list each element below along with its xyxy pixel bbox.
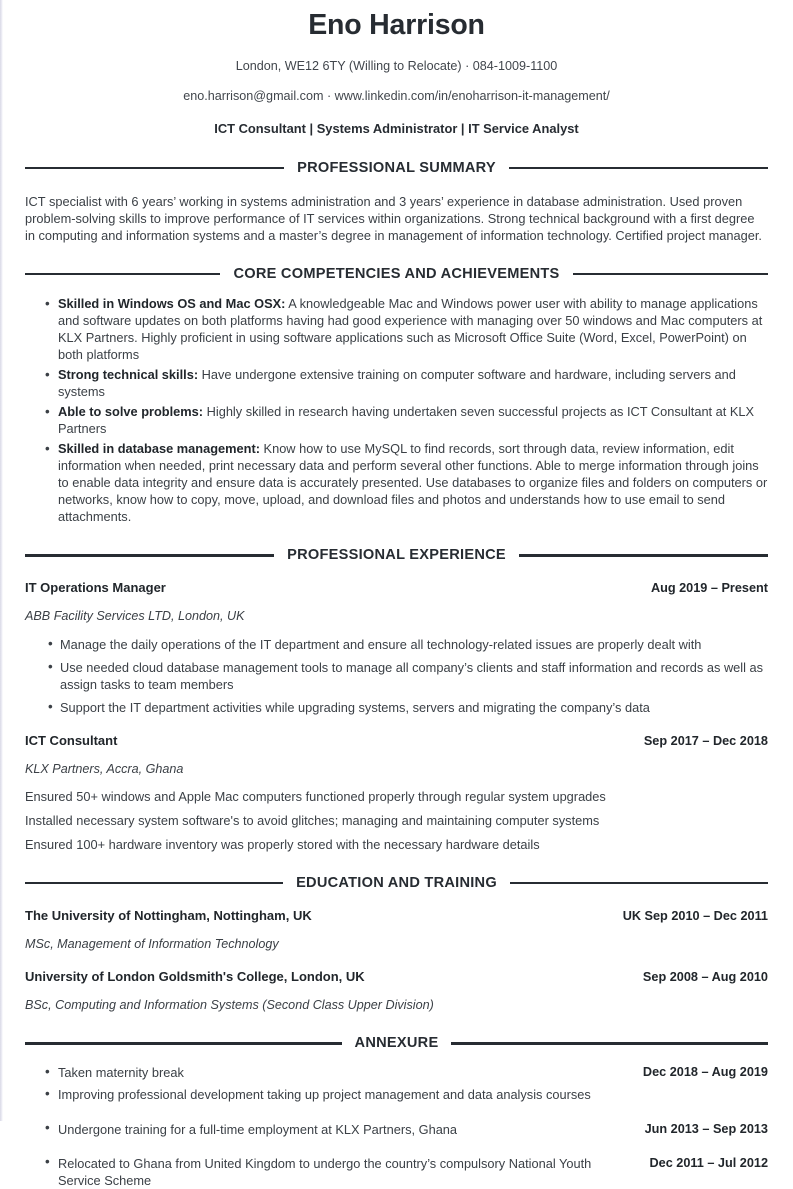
- annexure-dates: Dec 2011 – Jul 2012: [649, 1155, 768, 1170]
- competency-text: A knowledgeable Mac and Windows power user with ability to manage applications and software updates on both platforms having had good experience with managing over 50 windows and Mac computers at KLX Partners. Highly proficient in using software applications such as Microsoft Office Suite (Word, Excel, PowerPoint) on both platforms: [58, 296, 763, 363]
- degree-name: MSc, Management of Information Technology: [25, 936, 279, 951]
- page-title: Eno Harrison: [308, 9, 485, 41]
- job-title: ICT Consultant: [25, 732, 118, 748]
- section-header-annexure: [25, 1035, 768, 1051]
- annexure-text: • Improving professional development taking up project management and data analysis courses: [58, 1087, 591, 1103]
- employer-name: KLX Partners, Accra, Ghana: [25, 761, 184, 776]
- list-item: [45, 1064, 768, 1081]
- section-title: PROFESSIONAL SUMMARY: [297, 160, 496, 177]
- list-item: Ensured 50+ windows and Apple Mac computers functioned properly through regular system upgrades: [25, 788, 606, 804]
- list-item: [45, 295, 768, 363]
- job-responsibilities-list: [25, 636, 768, 716]
- degree-name: BSc, Computing and Information Systems (Second Class Upper Division): [25, 998, 434, 1013]
- section-header-professional-experience: [25, 547, 768, 563]
- list-item: • Manage the daily operations of the IT department and ensure all technology-related issues are properly dealt with: [48, 636, 768, 653]
- list-item: Installed necessary system software's to avoid glitches; managing and maintaining computer systems: [25, 812, 600, 828]
- experience-entry-header: [25, 580, 768, 597]
- education-entry-header: [25, 908, 768, 925]
- experience-entry: [25, 580, 768, 715]
- list-item: [45, 1121, 768, 1138]
- list-item: [45, 366, 768, 400]
- list-item: [45, 1155, 768, 1189]
- rule-left: [25, 882, 283, 885]
- school-name: The University of Nottingham, Nottingham, UK: [25, 907, 312, 923]
- list-item: • Support the IT department activities while upgrading systems, servers and migrating the company’s data: [48, 699, 768, 716]
- competency-text: Highly skilled in research having undertaken seven successful projects as ICT Consultant at KLX Partners: [58, 404, 755, 437]
- rule-right: [573, 273, 768, 276]
- competency-text: Know how to use MySQL to find records, sort through data, review information, edit information when needed, print necessary data and perform several other functions. Able to merge information through joins to enable data integrity and ensure data is accurately presented. Use databases to organize files and folders on computers or networks, know how to copy, move, upload, and download files and photos and understands how to use email to send attachments.: [58, 441, 768, 525]
- section-header-education-and-training: [25, 875, 768, 891]
- annexure-list: [25, 1064, 768, 1188]
- core-competencies-list: [25, 295, 768, 525]
- annexure-dates: Dec 2018 – Aug 2019: [642, 1065, 768, 1080]
- annexure-text: • Taken maternity break: [58, 1065, 184, 1081]
- job-title: IT Operations Manager: [25, 580, 166, 596]
- experience-entry: [25, 733, 768, 853]
- rule-right: [509, 167, 768, 170]
- list-item: Ensured 100+ hardware inventory was properly stored with the necessary hardware details: [25, 836, 540, 852]
- section-title: PROFESSIONAL EXPERIENCE: [287, 547, 506, 564]
- experience-entry-header: [25, 733, 768, 750]
- list-item: [45, 403, 768, 437]
- school-dates: UK Sep 2010 – Dec 2011: [622, 908, 768, 923]
- education-entry: [25, 908, 768, 952]
- rule-left: [25, 167, 284, 170]
- rule-right: [451, 1042, 768, 1045]
- list-item: [45, 1086, 768, 1103]
- school-name: University of London Goldsmith's College, London, UK: [25, 969, 365, 985]
- section-title: CORE COMPETENCIES AND ACHIEVEMENTS: [233, 266, 560, 283]
- job-responsibilities-list: [25, 788, 768, 853]
- contact-line-email-linkedin: eno.harrison@gmail.com · www.linkedin.com/in/enoharrison-it-management/: [183, 88, 610, 103]
- professional-summary-text: ICT specialist with 6 years’ working in systems administration and 3 years’ experience in database administration. Used proven problem-solving skills to improve performance of IT services within organizations. Strong technical background with a first degree in computing and information systems and a master’s degree in management of information technology. Certified project manager.: [25, 194, 762, 244]
- competency-lead: Strong technical skills:: [58, 367, 199, 383]
- competency-lead: Skilled in Windows OS and Mac OSX:: [58, 296, 286, 312]
- section-header-core-competencies: [25, 266, 768, 282]
- list-item: • Use needed cloud database management tools to manage all company’s clients and staff information and records as well as assign tasks to team members: [48, 659, 768, 693]
- school-dates: Sep 2008 – Aug 2010: [642, 970, 768, 985]
- contact-line-address-phone: London, WE12 6TY (Willing to Relocate) · 084-1009-1100: [235, 58, 558, 73]
- section-header-professional-summary: [25, 160, 768, 176]
- professional-headline: ICT Consultant | Systems Administrator | IT Service Analyst: [214, 121, 579, 137]
- rule-right: [510, 882, 768, 885]
- job-dates: Sep 2017 – Dec 2018: [643, 733, 768, 748]
- education-entry: [25, 969, 768, 1013]
- job-dates: Aug 2019 – Present: [650, 581, 768, 596]
- competency-lead: Skilled in database management:: [58, 441, 260, 457]
- annexure-text: • Relocated to Ghana from United Kingdom to undergo the country’s compulsory National Youth Service Scheme: [58, 1155, 592, 1188]
- list-item: [45, 440, 768, 525]
- rule-left: [25, 554, 274, 557]
- competency-text: Have undergone extensive training on computer software and hardware, including servers and systems: [58, 367, 736, 400]
- rule-right: [519, 554, 768, 557]
- rule-left: [25, 1042, 342, 1045]
- rule-left: [25, 273, 220, 276]
- education-entry-header: [25, 969, 768, 986]
- section-title: ANNEXURE: [354, 1035, 439, 1052]
- annexure-text: • Undergone training for a full-time employment at KLX Partners, Ghana: [58, 1121, 458, 1137]
- resume-header: [25, 0, 768, 138]
- competency-lead: Able to solve problems:: [58, 404, 204, 420]
- annexure-dates: Jun 2013 – Sep 2013: [644, 1121, 768, 1136]
- employer-name: ABB Facility Services LTD, London, UK: [25, 609, 245, 624]
- section-title: EDUCATION AND TRAINING: [296, 874, 497, 891]
